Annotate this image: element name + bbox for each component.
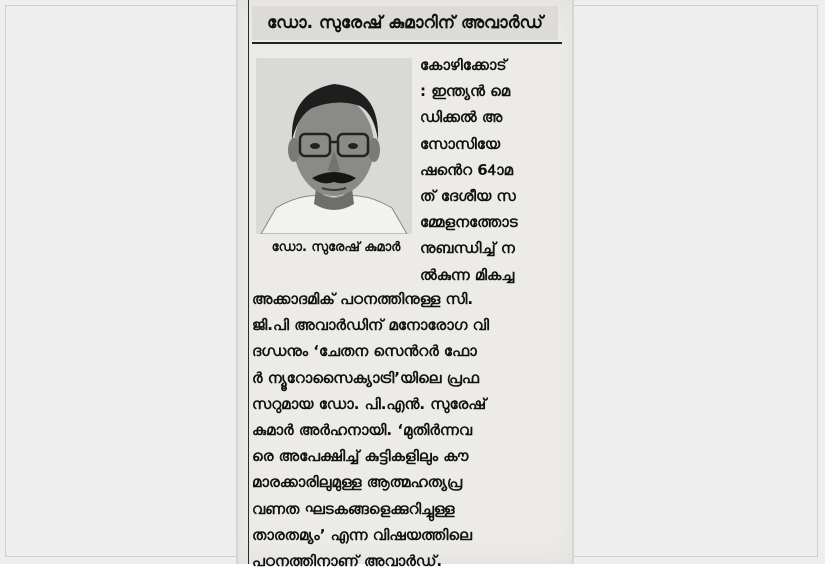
article-text-right-column [420, 52, 560, 288]
article-line: വണത ഘടകങ്ങളെക്കുറിച്ചുള്ള [252, 499, 455, 518]
article-line: ഷൻെറ 64ാമ [420, 160, 514, 179]
article-line: സോസിയേ [420, 134, 501, 153]
article-line: അക്കാദമിക് പഠനത്തിനുള്ള സി. [252, 290, 474, 308]
article-line: ൽകുന്ന മികച്ച [420, 265, 515, 284]
article-line: ജി.പി അവാർഡിന് മനോരോഗ വി [252, 316, 490, 335]
headline-rule [252, 42, 562, 44]
article-line: താരതമ്യം’ എന്ന വിഷയത്തിലെ [252, 525, 472, 544]
photo-caption: ഡോ. സുരേഷ് കുമാർ [271, 240, 401, 255]
clipping-left-edge [236, 0, 238, 564]
clipping-right-edge [572, 0, 574, 564]
column-rule [248, 0, 249, 564]
article-line: നുബന്ധിച്ച് ന [420, 239, 515, 258]
article-line: പഠനത്തിനാണ് അവാർഡ്. [252, 551, 443, 570]
article-text-full-column [252, 286, 562, 574]
article-line: ർ ന്യൂറോസൈക്യാട്രി’യിലെ പ്രഫ [252, 368, 479, 387]
headline: ഡോ. സുരേഷ് കുമാറിന് അവാർഡ് [252, 6, 558, 40]
article-line: രെ അപേക്ഷിച്ച് കുട്ടികളിലും കൗ [252, 447, 469, 466]
article-line: ദഗ്ധനും ‘ചേതന സെൻറർ ഫോ [252, 342, 477, 361]
article-line: കോഴിക്കോട് [420, 56, 507, 74]
article-line: സറുമായ ഡോ. പി.എൻ. സുരേഷ് [252, 394, 487, 413]
article-line: ഡിക്കൽ അ [420, 108, 503, 127]
portrait-illustration [256, 58, 412, 234]
article-line: മാരക്കാരിലുമുള്ള ആത്മഹത്യപ്ര [252, 473, 463, 492]
portrait-photo [256, 58, 412, 234]
article-line: : ഇന്ത്യൻ മെ [420, 82, 511, 101]
article-line: മ്മേളനത്തോട [420, 213, 518, 232]
article-line: കുമാർ അർഹനായി. ‘മുതിർന്നവ [252, 420, 473, 439]
article-line: ത് ദേശീയ സ [420, 186, 516, 205]
